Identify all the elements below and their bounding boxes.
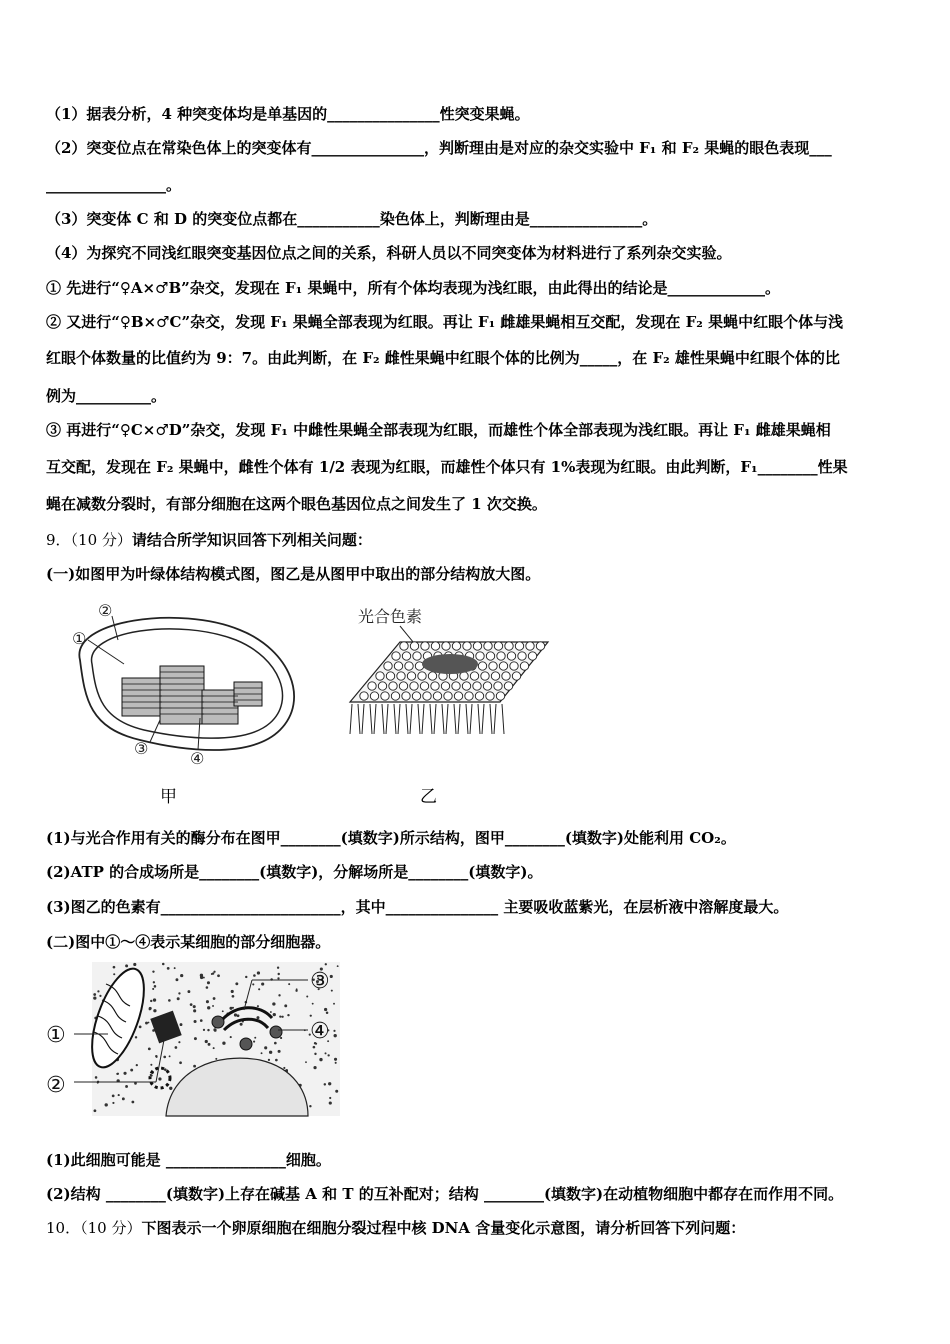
cytoplasm-dot: [232, 1007, 234, 1009]
lipid-head: [507, 652, 515, 660]
cytoplasm-dot: [257, 971, 260, 974]
cytoplasm-dot: [167, 967, 170, 970]
lipid-head: [412, 692, 420, 700]
cytoplasm-dot: [163, 1056, 166, 1059]
cytoplasm-dot: [222, 1042, 225, 1045]
cytoplasm-dot: [325, 963, 327, 965]
lipid-head: [384, 662, 392, 670]
cytoplasm-dot: [215, 1058, 217, 1060]
cytoplasm-dot: [200, 1019, 203, 1022]
cytoplasm-dot: [152, 970, 154, 972]
cytoplasm-dot: [329, 1101, 332, 1104]
lipid-head: [444, 692, 452, 700]
cytoplasm-dot: [217, 974, 220, 977]
lipid-tail: [502, 704, 504, 734]
cell-mark-2: ②: [46, 1073, 66, 1098]
cytoplasm-dot: [310, 1015, 312, 1017]
lipid-head: [504, 682, 512, 690]
lipid-head: [491, 672, 499, 680]
cytoplasm-dot: [164, 1068, 167, 1071]
cytoplasm-dot: [234, 1013, 237, 1016]
figure-yi-caption: 乙: [420, 787, 437, 807]
lipid-head: [399, 682, 407, 690]
cytoplasm-dot: [245, 976, 247, 978]
q8-line-8: 红眼个体数量的比值约为 9：7。由此判断，在 F₂ 雌性果蝇中红眼个体的比例为_____，在 F₂ 雄性果蝇中红眼个体的比: [46, 349, 840, 367]
granum-stack: [202, 690, 238, 724]
cytoplasm-dot: [232, 995, 235, 998]
q10-number: 10．（10 分）: [46, 1219, 142, 1237]
cytoplasm-dot: [214, 1029, 217, 1032]
cytoplasm-dot: [254, 1037, 256, 1039]
cytoplasm-dot: [278, 1050, 281, 1053]
cytoplasm-dot: [278, 973, 280, 975]
cytoplasm-dot: [269, 1051, 272, 1054]
lipid-head: [515, 642, 523, 650]
cytoplasm-dot: [306, 995, 308, 997]
cytoplasm-dot: [130, 1069, 133, 1072]
lipid-head: [512, 672, 520, 680]
cytoplasm-dot: [256, 1016, 259, 1019]
cytoplasm-dot: [270, 1011, 272, 1013]
cytoplasm-dot: [95, 1076, 98, 1079]
lipid-tail: [482, 704, 484, 734]
cytoplasm-dot: [145, 1022, 148, 1025]
lipid-head: [413, 652, 421, 660]
cytoplasm-dot: [207, 981, 210, 984]
cytoplasm-dot: [105, 1103, 108, 1106]
lipid-tail: [430, 704, 432, 734]
q8-line-5: （4）为探究不同浅红眼突变基因位点之间的关系，科研人员以不同突变体为材料进行了系列杂交实验。: [46, 244, 732, 262]
lipid-head: [452, 682, 460, 690]
lipid-head: [483, 682, 491, 690]
cytoplasm-dot: [135, 1036, 137, 1038]
cytoplasm-dot: [175, 978, 178, 981]
cytoplasm-dot: [153, 981, 155, 983]
cytoplasm-dot: [235, 982, 238, 985]
cytoplasm-dot: [326, 1011, 329, 1014]
cytoplasm-dot: [179, 1061, 182, 1064]
cell-mark-1: ①: [46, 1023, 66, 1048]
lipid-tail: [418, 704, 420, 734]
cytoplasm-dot: [118, 1094, 120, 1096]
figure-jia-caption: 甲: [160, 787, 177, 807]
lipid-head: [473, 682, 481, 690]
q8-line-4: （3）突变体 C 和 D 的突变位点都在___________染色体上，判断理由是_______________。: [46, 210, 658, 228]
lipid-head: [400, 642, 408, 650]
lipid-head: [423, 692, 431, 700]
lipid-tail: [422, 704, 424, 734]
cytoplasm-dot: [335, 1090, 338, 1093]
lipid-head: [441, 682, 449, 690]
cytoplasm-dot: [136, 1064, 138, 1066]
lipid-head: [389, 682, 397, 690]
cytoplasm-dot: [112, 1102, 114, 1104]
q9-sub-2: (2)ATP 的合成场所是________(填数字)，分解场所是________(填数字)。: [46, 863, 543, 881]
cytoplasm-dot: [162, 963, 165, 966]
cytoplasm-dot: [280, 1037, 282, 1039]
lipid-tail: [458, 704, 460, 734]
cytoplasm-dot: [194, 1020, 197, 1023]
mark-1: ①: [72, 629, 87, 648]
lipid-head: [381, 692, 389, 700]
cytoplasm-dot: [240, 1023, 243, 1026]
cytoplasm-dot: [207, 1006, 210, 1009]
cytoplasm-dot: [156, 1056, 158, 1058]
cytoplasm-dot: [257, 1005, 259, 1007]
lipid-head: [536, 642, 544, 650]
cytoplasm-dot: [309, 1105, 311, 1107]
cytoplasm-dot: [261, 982, 264, 985]
cytoplasm-dot: [178, 1041, 180, 1043]
lipid-head: [496, 692, 504, 700]
q8-line-11: 互交配，发现在 F₂ 果蝇中，雌性个体有 1/2 表现为红眼，而雄性个体只有 1%表现为红眼。由此判断，F₁________性果: [46, 458, 848, 476]
cytoplasm-dot: [327, 1054, 329, 1056]
cytoplasm-dot: [158, 1077, 161, 1080]
cytoplasm-dot: [334, 1034, 337, 1037]
cytoplasm-dot: [133, 963, 136, 966]
lipid-tail: [362, 704, 364, 734]
cytoplasm-dot: [277, 977, 279, 979]
lipid-head: [370, 692, 378, 700]
lipid-tail: [494, 704, 496, 734]
lipid-head: [410, 642, 418, 650]
thylakoid-membrane-figure: [340, 604, 560, 754]
cytoplasm-dot: [314, 1053, 316, 1055]
lipid-head: [518, 652, 526, 660]
cytoplasm-dot: [334, 1058, 337, 1061]
lipid-head: [428, 672, 436, 680]
q9-sub-3: (3)图乙的色素有________________________，其中_______________ 主要吸收蓝紫光，在层析液中溶解度最大。: [46, 898, 789, 916]
lipid-head: [478, 662, 486, 670]
lipid-head: [360, 692, 368, 700]
cytoplasm-dot: [261, 1052, 263, 1054]
mark-2: ②: [98, 601, 113, 620]
cell-mark-4: ④: [310, 1019, 330, 1044]
cytoplasm-dot: [175, 1046, 178, 1049]
lipid-head: [394, 662, 402, 670]
cytoplasm-dot: [253, 1041, 255, 1043]
lipid-tail: [442, 704, 444, 734]
cytoplasm-dot: [194, 1037, 197, 1040]
cytoplasm-dot: [213, 971, 215, 973]
lipid-head: [397, 672, 405, 680]
q10-heading: [46, 1218, 910, 1238]
lipid-head: [462, 682, 470, 690]
lipid-tail: [394, 704, 396, 734]
cytoplasm-dot: [333, 1030, 335, 1032]
mark-3: ③: [134, 739, 149, 758]
lipid-tail: [386, 704, 388, 734]
lipid-head: [386, 672, 394, 680]
cytoplasm-dot: [94, 1109, 97, 1112]
cytoplasm-dot: [148, 1022, 150, 1024]
cytoplasm-dot: [177, 997, 180, 1000]
granum-stack: [160, 666, 204, 724]
cytoplasm-dot: [277, 967, 279, 969]
q10-heading-text: 下图表示一个卵原细胞在细胞分裂过程中核 DNA 含量变化示意图，请分析回答下列问题：: [141, 1219, 746, 1237]
cytoplasm-dot: [213, 1047, 215, 1049]
cytoplasm-dot: [252, 983, 254, 985]
cytoplasm-dot: [187, 990, 190, 993]
cytoplasm-dot: [211, 973, 213, 975]
q9-part2-sub-1: (1)此细胞可能是 ________________细胞。: [46, 1151, 331, 1169]
cytoplasm-dot: [329, 1097, 331, 1099]
lipid-tail: [490, 704, 492, 734]
cytoplasm-dot: [150, 1074, 152, 1076]
cytoplasm-dot: [281, 1016, 283, 1018]
cytoplasm-dot: [113, 973, 115, 975]
lipid-tail: [406, 704, 408, 734]
lipid-head: [526, 642, 534, 650]
cytoplasm-dot: [278, 994, 280, 996]
lipid-tail: [470, 704, 472, 734]
cytoplasm-dot: [325, 1052, 327, 1054]
lipid-head: [510, 662, 518, 670]
cytoplasm-dot: [283, 1067, 285, 1069]
lipid-head: [391, 692, 399, 700]
cytoplasm-dot: [178, 992, 180, 994]
lipid-head: [378, 682, 386, 690]
cytoplasm-dot: [148, 1047, 151, 1050]
cytoplasm-dot: [305, 1061, 307, 1063]
cytoplasm-dot: [153, 998, 156, 1001]
q9-part1-intro: (一)如图甲为叶绿体结构模式图，图乙是从图甲中取出的部分结构放大图。: [46, 565, 541, 583]
cytoplasm-dot: [324, 1083, 326, 1085]
cytoplasm-dot: [154, 985, 157, 988]
lipid-head: [494, 642, 502, 650]
cell-mark-3: ③: [310, 969, 330, 994]
q8-line-9: 例为__________。: [46, 387, 167, 405]
q8-line-12: 蝇在减数分裂时，有部分细胞在这两个眼色基因位点之间发生了 1 次交换。: [46, 495, 547, 513]
lipid-head: [476, 652, 484, 660]
lipid-tail: [478, 704, 480, 734]
lipid-head: [520, 662, 528, 670]
lipid-head: [410, 682, 418, 690]
lipid-head: [465, 692, 473, 700]
lipid-head: [473, 642, 481, 650]
lipid-tail: [358, 704, 360, 734]
lipid-head: [392, 652, 400, 660]
q9-heading-text: 请结合所学知识回答下列相关问题：: [131, 531, 372, 549]
cytoplasm-dot: [212, 1005, 214, 1007]
cytoplasm-dot: [229, 1007, 232, 1010]
cytoplasm-dot: [122, 1097, 125, 1100]
cytoplasm-dot: [169, 1087, 172, 1090]
pigment-label: 光合色素: [358, 607, 423, 626]
cytoplasm-dot: [112, 1094, 115, 1097]
lipid-head: [452, 642, 460, 650]
cytoplasm-dot: [113, 966, 116, 969]
cytoplasm-dot: [275, 1059, 278, 1062]
lipid-tails: [350, 704, 504, 734]
lipid-tail: [454, 704, 456, 734]
cytoplasm-dot: [93, 996, 96, 999]
lipid-head: [454, 692, 462, 700]
cytoplasm-dot: [222, 1010, 224, 1012]
mark-4: ④: [190, 749, 205, 768]
cytoplasm-dot: [205, 1040, 208, 1043]
cytoplasm-dot: [125, 1085, 128, 1088]
cytoplasm-dot: [313, 1066, 316, 1069]
lipid-head: [402, 692, 410, 700]
cytoplasm-dot: [131, 1101, 134, 1104]
q8-line-1: （1）据表分析，4 种突变体均是单基因的_______________性突变果蝇。: [46, 105, 530, 123]
q8-line-3: ________________。: [46, 176, 182, 194]
lipid-head: [431, 682, 439, 690]
lipid-head: [470, 672, 478, 680]
cytoplasm-dot: [312, 1003, 314, 1005]
cytoplasm-dot: [330, 975, 333, 978]
cytoplasm-dot: [324, 1008, 327, 1011]
cytoplasm-dot: [279, 1016, 281, 1018]
cytoplasm-dot: [200, 974, 203, 977]
cell-organelles-figure: [46, 960, 346, 1120]
cytoplasm-dot: [208, 1043, 211, 1046]
q9-sub-1: (1)与光合作用有关的酶分布在图甲________(填数字)所示结构，图甲________(填数字)处能利用 CO₂。: [46, 829, 736, 847]
lipid-tail: [446, 704, 448, 734]
cytoplasm-dot: [97, 990, 99, 992]
lipid-head: [502, 672, 510, 680]
cytoplasm-dot: [125, 964, 128, 967]
lipid-head: [407, 672, 415, 680]
cytoplasm-dot: [180, 1023, 183, 1026]
cytoplasm-dot: [264, 1046, 267, 1049]
lipid-head: [442, 642, 450, 650]
lipid-head: [489, 662, 497, 670]
cytoplasm-dot: [206, 1000, 209, 1003]
cytoplasm-dot: [117, 1073, 119, 1075]
cytoplasm-dot: [274, 1042, 277, 1045]
cytoplasm-dot: [284, 1004, 287, 1007]
lipid-head: [497, 652, 505, 660]
cytoplasm-dot: [190, 1003, 193, 1006]
cytoplasm-dot: [150, 1064, 152, 1066]
cytoplasm-dot: [93, 993, 96, 996]
lipid-head: [433, 692, 441, 700]
lipid-head: [499, 662, 507, 670]
lipid-head: [402, 652, 410, 660]
cytoplasm-dot: [150, 1000, 152, 1002]
pigment-cluster: [422, 654, 478, 674]
cytoplasm-dot: [149, 1008, 151, 1010]
cytoplasm-dot: [180, 974, 183, 977]
cytoplasm-dot: [273, 1013, 276, 1016]
cytoplasm-dot: [313, 1046, 316, 1049]
lipid-tail: [382, 704, 384, 734]
lipid-tail: [350, 704, 352, 734]
q9-part2-sub-2: (2)结构 ________(填数字)上存在碱基 A 和 T 的互补配对；结构 ________(填数字)在动植物细胞中都存在而作用不同。: [46, 1185, 844, 1203]
lipid-head: [420, 682, 428, 690]
lipid-head: [528, 652, 536, 660]
lipid-head: [463, 642, 471, 650]
cytoplasm-dot: [213, 997, 216, 1000]
q9-number: 9．（10 分）: [46, 531, 132, 549]
lipid-head: [405, 662, 413, 670]
cytoplasm-dot: [203, 1029, 205, 1031]
q8-line-10: ③ 再进行“♀C×♂D”杂交，发现 F₁ 中雌性果蝇全部表现为红眼，而雄性个体全部表现为浅红眼。再让 F₁ 雌雄果蝇相: [46, 421, 831, 439]
lipid-head: [481, 672, 489, 680]
lipid-tail: [370, 704, 372, 734]
cytoplasm-dot: [337, 965, 339, 967]
cytoplasm-dot: [288, 983, 290, 985]
cytoplasm-dot: [152, 988, 154, 990]
cytoplasm-dot: [193, 1065, 196, 1068]
cytoplasm-dot: [230, 1036, 232, 1038]
lipid-head: [486, 692, 494, 700]
lipid-tail: [410, 704, 412, 734]
lipid-tail: [434, 704, 436, 734]
cytoplasm-dot: [331, 990, 333, 992]
lipid-head: [421, 642, 429, 650]
cytoplasm-dot: [287, 1014, 289, 1016]
cytoplasm-dot: [335, 1062, 337, 1064]
lipid-head: [376, 672, 384, 680]
lipid-head: [484, 642, 492, 650]
cytoplasm-dot: [123, 1072, 126, 1075]
cytoplasm-dot: [328, 1082, 331, 1085]
lipid-head: [431, 642, 439, 650]
lipid-tail: [398, 704, 400, 734]
grana-stacks: [122, 666, 262, 724]
cytoplasm-dot: [139, 1026, 142, 1029]
cytoplasm-dot: [319, 1058, 322, 1061]
cytoplasm-dot: [193, 1009, 196, 1012]
lipid-head: [494, 682, 502, 690]
cytoplasm-dot: [295, 990, 297, 992]
cytoplasm-dot: [207, 1029, 209, 1031]
cytoplasm-dot: [169, 1055, 171, 1057]
lipid-tail: [466, 704, 468, 734]
cytoplasm-dot: [272, 1002, 275, 1005]
cytoplasm-dot: [253, 974, 256, 977]
cytoplasm-dot: [168, 999, 171, 1002]
cytoplasm-dot: [258, 988, 260, 990]
cytoplasm-dot: [153, 1009, 156, 1012]
q8-line-2: （2）突变位点在常染色体上的突变体有_______________，判断理由是对应的杂交实验中 F₁ 和 F₂ 果蝇的眼色表现___: [46, 139, 832, 157]
cytoplasm-dot: [174, 967, 176, 969]
lipid-head: [418, 672, 426, 680]
q9-heading: [46, 530, 910, 550]
lipid-head: [368, 682, 376, 690]
lipid-head: [486, 652, 494, 660]
q8-line-6: ① 先进行“♀A×♂B”杂交，发现在 F₁ 果蝇中，所有个体均表现为浅红眼，由此得出的结论是_____________。: [46, 279, 780, 297]
chloroplast-figure: [60, 600, 310, 780]
cytoplasm-dot: [193, 1005, 196, 1008]
lipid-head: [475, 692, 483, 700]
cytoplasm-dot: [99, 995, 101, 997]
q9-part2-intro: (二)图中①～④表示某细胞的部分细胞器。: [46, 933, 331, 951]
cytoplasm-dot: [231, 990, 234, 993]
cytoplasm-dot: [333, 1003, 335, 1005]
cytoplasm-dot: [268, 1059, 270, 1061]
q8-line-7: ② 又进行“♀B×♂C”杂交，发现 F₁ 果蝇全部表现为红眼。再让 F₁ 雌雄果蝇相互交配，发现在 F₂ 果蝇中红眼个体与浅: [46, 313, 844, 331]
cytoplasm-dot: [206, 986, 209, 989]
lipid-tail: [374, 704, 376, 734]
lipid-head: [505, 642, 513, 650]
